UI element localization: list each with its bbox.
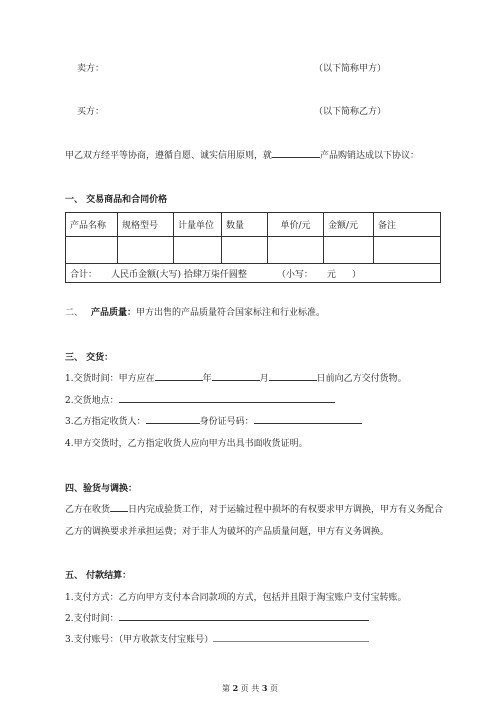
day-label: 日前向乙方交付货物。 bbox=[316, 374, 407, 384]
table-cell[interactable] bbox=[118, 237, 174, 264]
total-cell bbox=[66, 264, 441, 283]
payment-account-blank[interactable] bbox=[213, 641, 369, 642]
inspection-text-b: 日内完成验货工作，对于运输过程中损坏的有权要求甲方调换，甲方有义务配合 bbox=[128, 505, 444, 515]
payment-time-blank[interactable] bbox=[119, 620, 369, 621]
id-number-blank[interactable] bbox=[254, 423, 362, 424]
header-cell: 备注 bbox=[374, 213, 441, 237]
table-cell[interactable] bbox=[374, 237, 441, 264]
section1-title: 一、 交易商品和合同价格 bbox=[65, 195, 168, 205]
header-cell: 产品名称 bbox=[66, 213, 118, 237]
section2-title: 产品质量： bbox=[91, 308, 137, 318]
section2-text: 甲方出售的产品质量符合国家标注和行业标准。 bbox=[136, 308, 326, 318]
receiver-line bbox=[65, 414, 362, 427]
inspection-line-1 bbox=[65, 502, 443, 515]
total-unit: 元 bbox=[326, 269, 336, 280]
table-header-row bbox=[66, 213, 441, 237]
inspection-text-a: 乙方在收货 bbox=[65, 505, 111, 515]
payment-account-label: 3.支付账号：（甲方收款支付宝账号） bbox=[65, 635, 214, 645]
total-small: （小写： bbox=[276, 269, 313, 280]
receiver-label: 3.乙方指定收货人： bbox=[65, 417, 146, 427]
table-cell[interactable] bbox=[174, 237, 222, 264]
payment-time-line bbox=[65, 611, 369, 624]
goods-table bbox=[65, 212, 441, 283]
page-footer bbox=[0, 683, 500, 694]
product-blank[interactable] bbox=[272, 157, 320, 158]
table-cell[interactable] bbox=[324, 237, 374, 264]
header-cell: 数量 bbox=[222, 213, 268, 237]
header-cell: 规格型号 bbox=[118, 213, 174, 237]
footer-pre: 第 bbox=[222, 684, 231, 693]
footer-post: 页 bbox=[269, 684, 278, 693]
table-row bbox=[66, 237, 441, 264]
delivery-time-label: 1.交货时间：甲方应在 bbox=[65, 374, 155, 384]
day-blank[interactable] bbox=[269, 380, 317, 381]
inspection-days-blank[interactable] bbox=[110, 511, 128, 512]
receiver-blank[interactable] bbox=[146, 423, 200, 424]
inspection-line-2: 乙方的调换要求并承担运费；对于非人为破坏的产品质量问题，甲方有义务调换。 bbox=[65, 527, 390, 537]
section3-title: 三、 交货： bbox=[65, 353, 114, 363]
intro-line bbox=[65, 148, 419, 161]
payment-time-label: 2.支付时间： bbox=[65, 614, 119, 624]
header-cell: 单价/元 bbox=[268, 213, 324, 237]
section2-number: 二、 bbox=[65, 308, 84, 318]
section2-line bbox=[65, 305, 325, 318]
total-text: 人民币金额(大写) 拾肆万柒仟圆整 bbox=[111, 269, 247, 280]
delivery-time-line bbox=[65, 371, 407, 384]
total-label: 合计： bbox=[70, 269, 98, 280]
delivery-place-label: 2.交货地点： bbox=[65, 396, 119, 406]
total-pages: 3 bbox=[261, 683, 268, 693]
buyer-note: （以下简称乙方） bbox=[314, 107, 387, 117]
delivery-place-line bbox=[65, 393, 335, 406]
seller-note: （以下简称甲方） bbox=[314, 64, 387, 74]
table-cell[interactable] bbox=[222, 237, 268, 264]
year-label: 年 bbox=[202, 374, 212, 384]
table-total-row bbox=[66, 264, 441, 283]
section4-title: 四、验货与调换： bbox=[65, 484, 138, 494]
intro-before: 甲乙双方经平等协商，遵循自愿、诚实信用原则，就 bbox=[65, 151, 273, 161]
intro-after: 产品购销达成以下协议： bbox=[320, 151, 420, 161]
table-cell[interactable] bbox=[66, 237, 118, 264]
page-number: 2 bbox=[232, 683, 239, 693]
month-blank[interactable] bbox=[212, 380, 260, 381]
delivery-proof-line: 4.甲方交货时，乙方指定收货人应向甲方出具书面收货证明。 bbox=[65, 439, 308, 449]
header-cell: 计量单位 bbox=[174, 213, 222, 237]
delivery-place-blank[interactable] bbox=[119, 402, 335, 403]
table-cell[interactable] bbox=[268, 237, 324, 264]
payment-method-line: 1.支付方式：乙方向甲方支付本合同款项的方式，包括并且限于淘宝账户支付宝转账。 bbox=[65, 593, 407, 603]
total-close: ） bbox=[351, 269, 361, 280]
footer-mid: 页 共 bbox=[240, 684, 260, 693]
seller-label: 卖方： bbox=[77, 64, 105, 74]
section5-title: 五、 付款结算： bbox=[65, 571, 132, 581]
payment-account-line bbox=[65, 632, 369, 645]
id-number-label: 身份证号码： bbox=[199, 417, 254, 427]
month-label: 月 bbox=[259, 374, 269, 384]
year-blank[interactable] bbox=[155, 380, 203, 381]
buyer-label: 买方： bbox=[77, 107, 105, 117]
header-cell: 金额/元 bbox=[324, 213, 374, 237]
